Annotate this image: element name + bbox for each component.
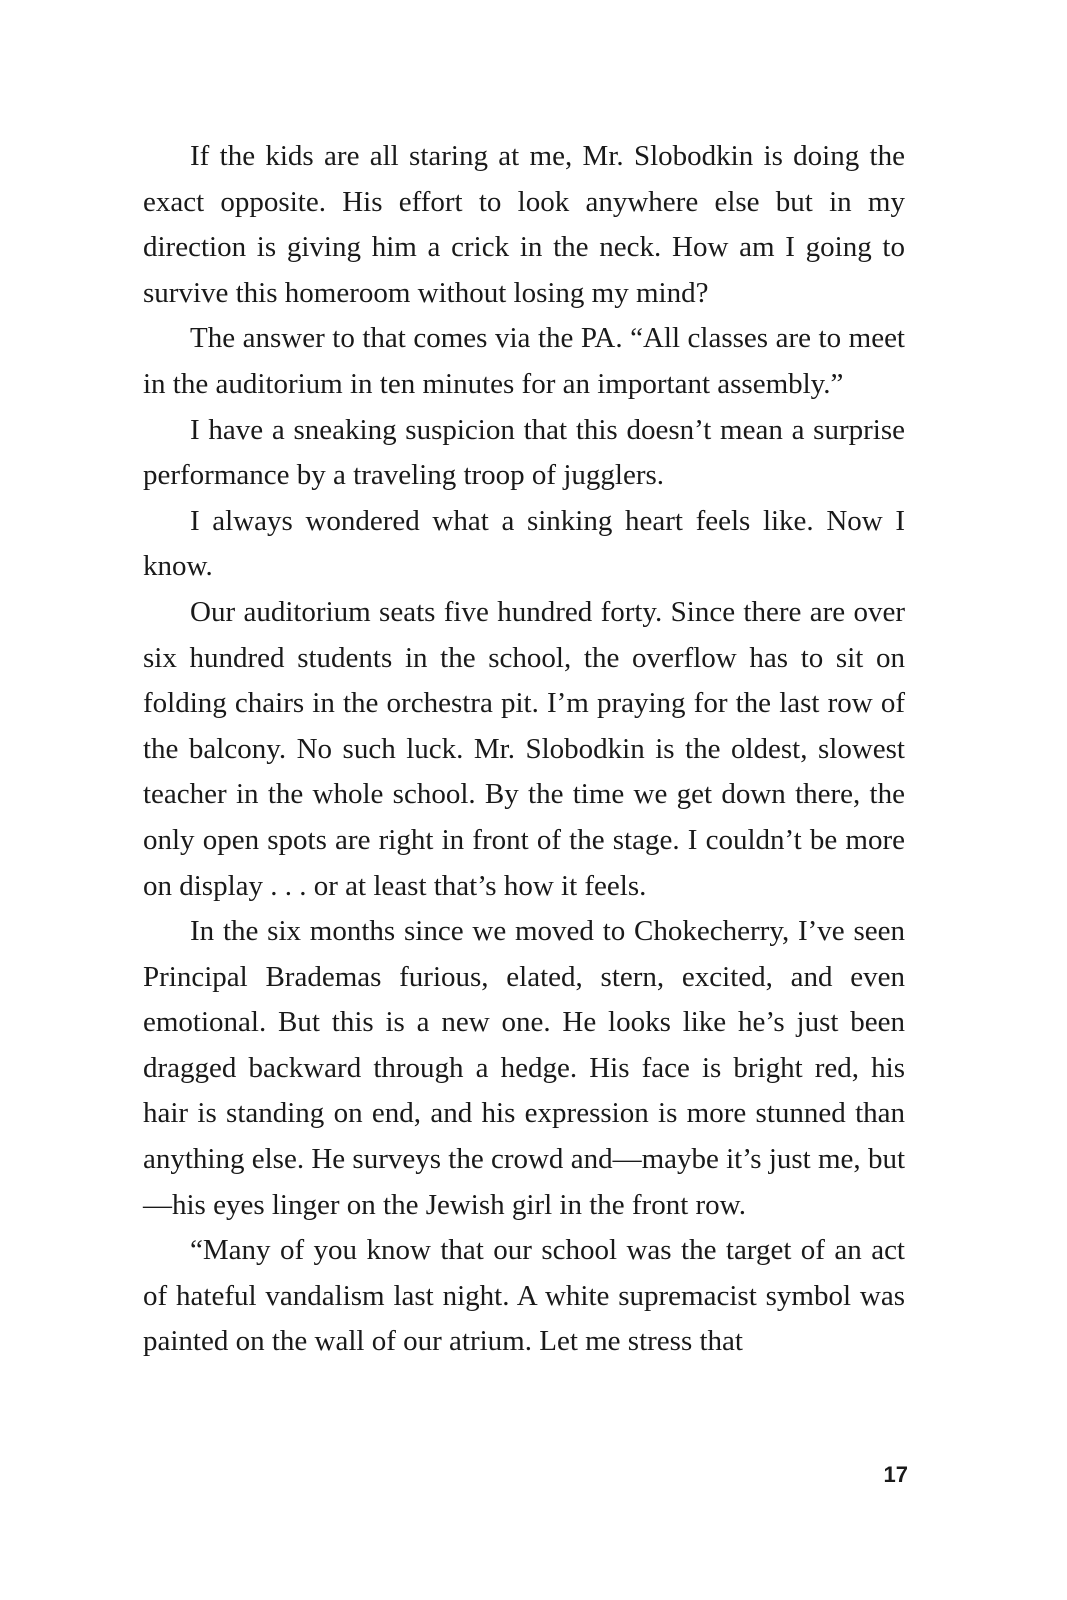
paragraph: In the six months since we moved to Chokecherry, I’ve seen Principal Brademas furious, elated, stern, excited, and even emotional. But this is a new one. He looks like he’s just been dragged backward through a hedge. His face is bright red, his hair is standing on end, and his expression is more stunned than anything else. He surveys the crowd and—maybe it’s just me, but—his eyes linger on the Jewish girl in the front row. [143,915,905,1221]
paragraph: “Many of you know that our school was the target of an act of hateful vandalism last night. A white supremacist symbol was painted on the wall of our atrium. Let me stress that [143,1234,905,1358]
paragraph: If the kids are all staring at me, Mr. Slobodkin is doing the exact opposite. His effort to look anywhere else but in my direction is giving him a crick in the neck. How am I going to survive this homeroom without losing my mind? [143,140,905,309]
page-number: 17 [883,1462,908,1487]
paragraph: I always wondered what a sinking heart feels like. Now I know. [143,504,905,583]
paragraph: Our auditorium seats five hundred forty. Since there are over six hundred students in the school, the overflow has to sit on folding chairs in the orchestra pit. I’m praying for the last row of the balcony. No such luck. Mr. Slobodkin is the oldest, slowest teacher in the whole school. By the time we get down there, the only open spots are right in front of the stage. I couldn’t be more on display . . . or at least that’s how it feels. [143,595,905,902]
paragraph: I have a sneaking suspicion that this doesn’t mean a surprise performance by a traveling troop of jugglers. [143,413,905,492]
paragraph: The answer to that comes via the PA. “All classes are to meet in the auditorium in ten minutes for an important assembly.” [143,322,905,400]
body-text [143,134,905,1365]
